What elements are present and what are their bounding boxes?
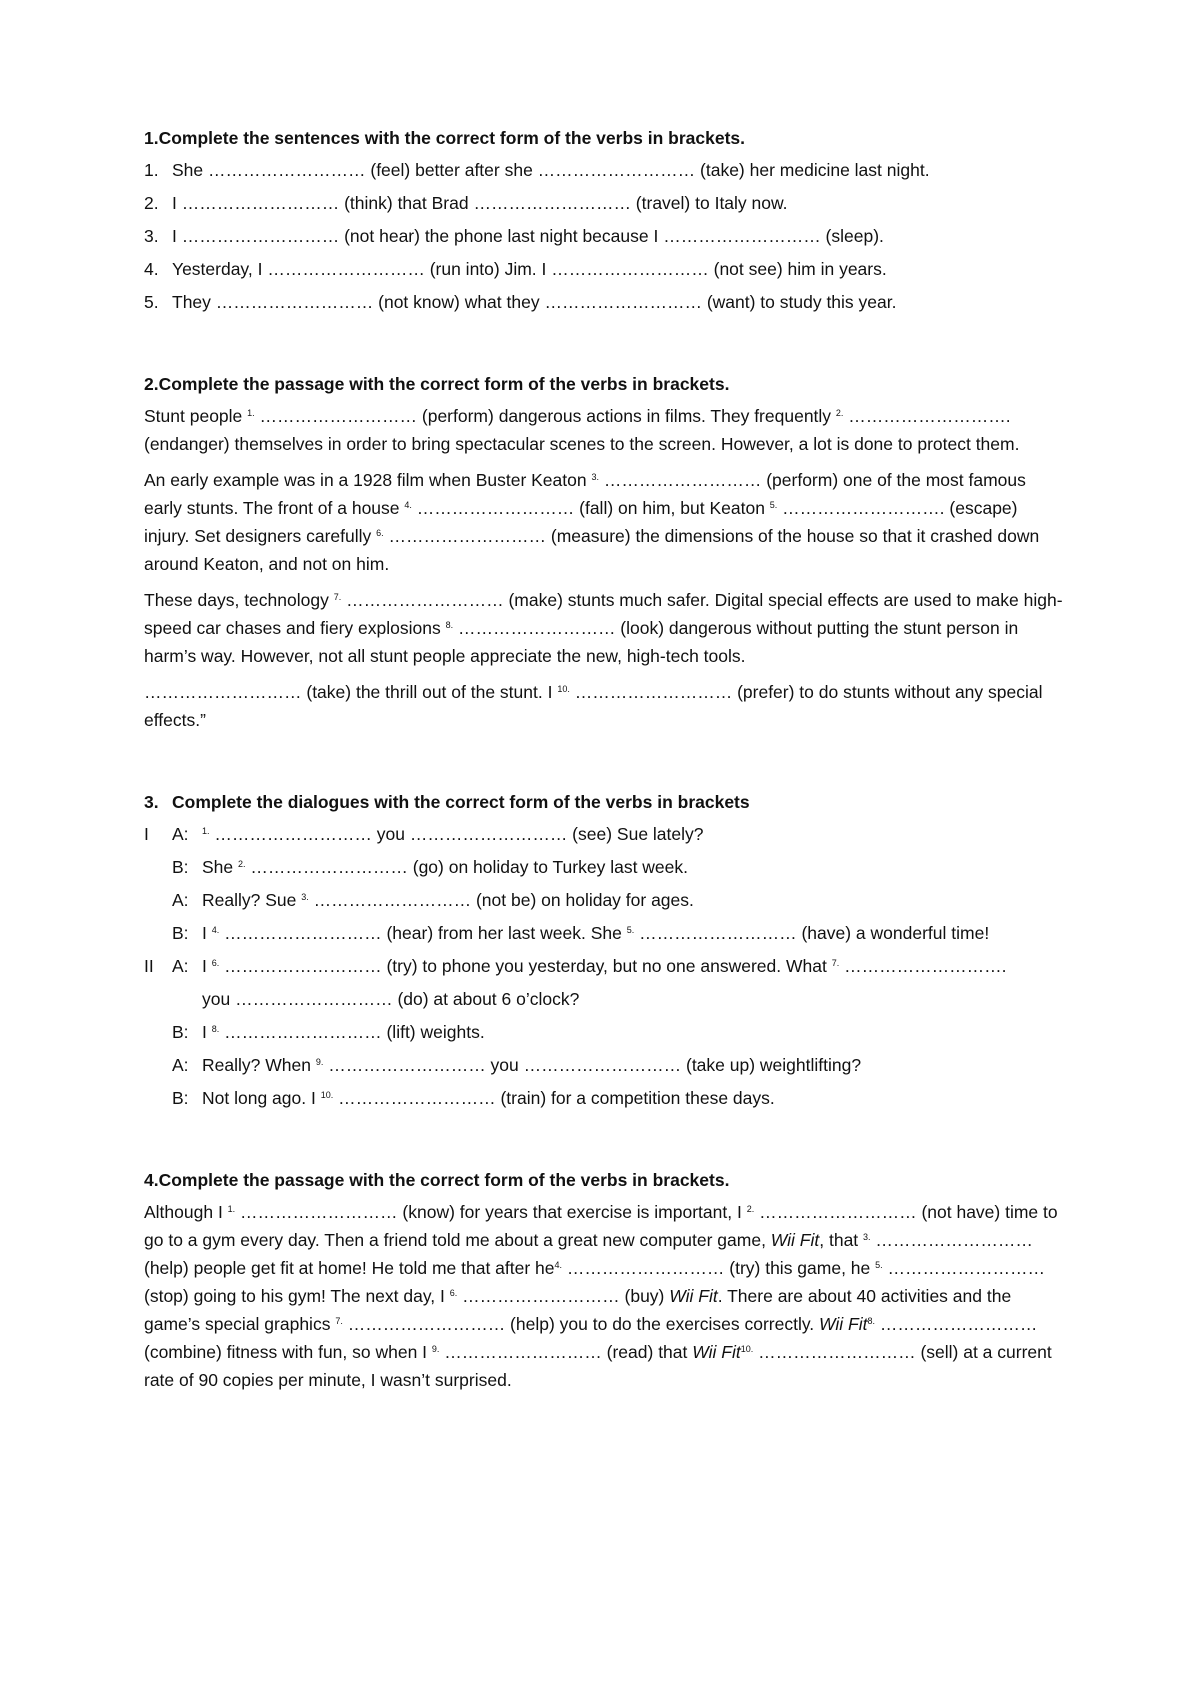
text-run: These days, technology [144, 590, 334, 610]
dialogue-line [144, 820, 1064, 848]
dialogue-line [144, 1018, 1064, 1046]
gap-number: 9. [431, 1344, 440, 1354]
dialogue-line [144, 886, 1064, 914]
dialogue-line [144, 985, 1064, 1013]
line-text: you ……………………… (do) at about 6 o’clock? [202, 989, 580, 1009]
dialogue-number: II [144, 956, 154, 976]
gap-number: 1. [202, 826, 210, 836]
gap-number: 3. [863, 1232, 871, 1242]
speaker: B: [172, 923, 189, 943]
section-4-heading: 4.Complete the passage with the correct form of the verbs in brackets. [144, 1170, 730, 1190]
game-title: Wii Fit [669, 1286, 718, 1306]
item-text: Yesterday, I ……………………… (run into) Jim. I ……………………… (not see) him in years. [172, 259, 887, 279]
gap-number: 10. [557, 684, 570, 694]
speaker: B: [172, 1022, 189, 1042]
text-run: ……………………… (take) the thrill out of the stunt. I [144, 682, 558, 702]
gap-number: 7. [333, 592, 342, 602]
gap-number: 6. [211, 958, 220, 968]
section-3 [144, 788, 1064, 1112]
text-run: ………………………. (escape) injury. Set designers carefully [144, 498, 1018, 546]
section-4 [144, 1166, 1064, 1394]
line-text: She $^{2.}$ ……………………… (go) on holiday to Turkey last week. [202, 857, 689, 877]
list-item [144, 255, 1064, 283]
item-text: I ……………………… (think) that Brad ……………………… (travel) to Italy now. [172, 193, 788, 213]
passage-paragraph: Although I $^{1.}$ ……………………… (know) for years that exercise is important, I $^{2.}$ ……………………… (not have) time to go to a gym every day. Then a friend told me about a great new computer game, Wii Fit, that $^{3.}$ ……………………… (help) people get fit at home! He told me that after $he^{4.}$ ……………………… (try) this game, he $^{5.}$ ……………………… (stop) going to his gym! The next day, I $^{6.}$ ……………………… (buy) Wii Fit. There are about 40 activities and the game’s special graphics $^{7.}$ ……………………… (help) you to do the exercises correctly. Wii Fit$^{8.}$ ……………………… (combine) fitness with fun, so when I $^{9.}$ ……………………… (read) that Wii Fit$^{10.}$ ……………………… (sell) at a current rate of 90 copies per minute, I wasn’t surprised. [144, 1202, 1058, 1390]
item-text: She ……………………… (feel) better after she ……………………… (take) her medicine last night. [172, 160, 930, 180]
speaker: A: [172, 1055, 189, 1075]
dialogue-line [144, 952, 1064, 980]
text-run: ……………………… (prefer) to do stunts without any special effects.” [144, 682, 1043, 730]
gap-number: 7. [831, 958, 840, 968]
gap-number: 4. [211, 925, 220, 935]
dialogue-line [144, 1051, 1064, 1079]
gap-number: 6. [449, 1288, 458, 1298]
speaker: A: [172, 890, 189, 910]
gap-number: 8. [445, 620, 454, 630]
speaker [172, 985, 202, 1013]
gap-number: 10. [740, 1344, 754, 1354]
gap-number: 3. [591, 472, 599, 482]
section-1-heading: 1.Complete the sentences with the correct form of the verbs in brackets. [144, 128, 745, 148]
speaker: A: [172, 956, 189, 976]
gap-number: 1. [227, 1204, 236, 1214]
line-text: I $^{4.}$ ……………………… (hear) from her last week. She $^{5.}$ ……………………… (have) a wonderful time! [202, 923, 990, 943]
line-text: Really? Sue $^{3.}$ ……………………… (not be) on holiday for ages. [202, 890, 694, 910]
gap-number: 9. [315, 1057, 324, 1067]
gap-number: 10. [320, 1090, 334, 1100]
gap-number: 8. [867, 1316, 875, 1326]
text-run: ……………………… (measure) the dimensions of the house so that it crashed down around Keaton, and not on him. [144, 526, 1040, 574]
dialogue-number: I [144, 824, 149, 844]
passage-paragraph-1 [144, 402, 1064, 458]
section-3-title: Complete the dialogues with the correct form of the verbs in brackets [172, 792, 750, 812]
game-title: Wii Fit [692, 1342, 741, 1362]
text-run: An early example was in a 1928 film when Buster Keaton [144, 470, 592, 490]
passage-paragraph-4 [144, 678, 1064, 734]
line-text: Not long ago. I $^{10.}$ ……………………… (train) for a competition these days. [202, 1088, 775, 1108]
list-item [144, 288, 1064, 316]
section-3-heading [144, 788, 1064, 816]
section-1 [144, 124, 1064, 316]
gap-number: 5. [875, 1260, 883, 1270]
text-run: Stunt people [144, 406, 248, 426]
passage-paragraph-2 [144, 466, 1064, 578]
gap-number: 5. [769, 500, 778, 510]
gap-number: 8. [211, 1024, 220, 1034]
passage-paragraph-3 [144, 586, 1064, 670]
gap-number: 6. [376, 528, 384, 538]
item-number: 2. [144, 193, 159, 213]
text-run: ……………………… (fall) on him, but Keaton [411, 498, 770, 518]
text-run: ……………………… (perform) dangerous actions in films. They frequently [254, 406, 836, 426]
gap-number: 4. [404, 500, 412, 510]
gap-number: 3. [301, 892, 309, 902]
game-title: Wii Fit [770, 1230, 820, 1250]
item-number: 5. [144, 292, 159, 312]
text-run: ………………………. (endanger) themselves in order to bring spectacular scenes to the screen. However, a lot is done to protect them. [144, 406, 1020, 454]
dialogue-2 [144, 952, 1064, 1112]
dialogue-line [144, 1084, 1064, 1112]
line-text: I $^{8.}$ ……………………… (lift) weights. [202, 1022, 485, 1042]
gap-number: 2. [746, 1204, 755, 1214]
section-2-heading: 2.Complete the passage with the correct form of the verbs in brackets. [144, 374, 730, 394]
section-2 [144, 370, 1064, 734]
gap-number: 2. [238, 859, 246, 869]
item-text: I ……………………… (not hear) the phone last night because I ……………………… (sleep). [172, 226, 884, 246]
text-run: ……………………… (make) stunts much safer. Digital special effects are used to make high-speed car chases and fiery explosions [144, 590, 1063, 638]
speaker: A: [172, 824, 189, 844]
speaker: B: [172, 857, 189, 877]
item-text: They ……………………… (not know) what they ……………………… (want) to study this year. [172, 292, 897, 312]
line-text: Really? When $^{9.}$ ……………………… you ……………………… (take up) weightlifting? [202, 1055, 862, 1075]
item-number: 3. [144, 226, 159, 246]
game-title: Wii Fit [819, 1314, 868, 1334]
list-item [144, 156, 1064, 184]
list-item [144, 189, 1064, 217]
dialogue-line [144, 919, 1064, 947]
gap-number: 5. [626, 925, 635, 935]
gap-number: 7. [335, 1316, 343, 1326]
line-text: $^{1.}$ ……………………… you ……………………… (see) Sue lately? [202, 824, 704, 844]
item-number: 1. [144, 160, 159, 180]
section-number: 3. [144, 792, 159, 812]
worksheet [144, 124, 1064, 1402]
speaker: B: [172, 1088, 189, 1108]
text-run: ……………………… (perform) one of the most famous early stunts. The front of a house [144, 470, 1026, 518]
gap-number: 1. [247, 408, 255, 418]
text-run: ……………………… (look) dangerous without putting the stunt person in harm’s way. However, not all stunt people appreciate the new, high-tech tools. [144, 618, 1019, 666]
dialogue-line [144, 853, 1064, 881]
gap-number: 2. [835, 408, 844, 418]
section-1-list [144, 156, 1064, 316]
line-text: I $^{6.}$ ……………………… (try) to phone you yesterday, but no one answered. What $^{7.}$ ………………………. [202, 956, 1007, 976]
item-number: 4. [144, 259, 159, 279]
gap-number: 4. [554, 1260, 563, 1270]
dialogue-1 [144, 820, 1064, 947]
list-item [144, 222, 1064, 250]
